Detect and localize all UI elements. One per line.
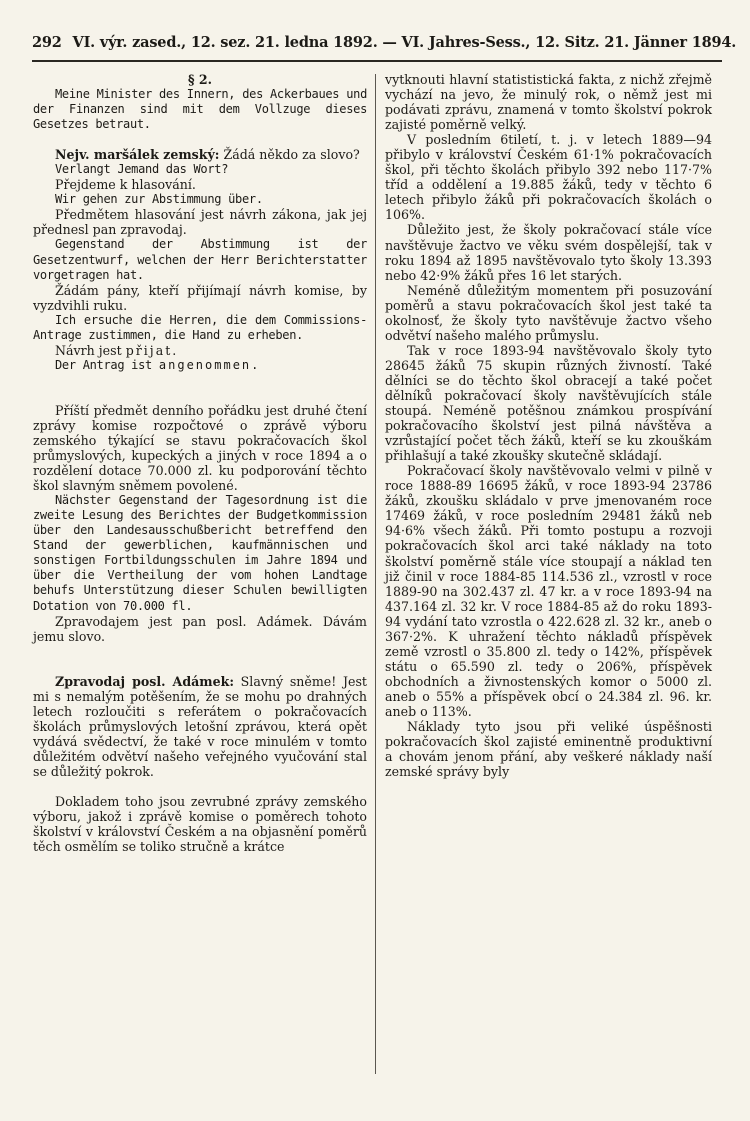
left-column: [33, 72, 367, 854]
paragraph-de: Meine Minister des Innern, des Ackerbaues und der Finanzen sind mit dem Vollzuge dieses Gesetzes betraut.: [33, 87, 367, 132]
section-heading: § 2.: [187, 72, 213, 87]
result-cz: [33, 343, 367, 358]
page-header: [32, 34, 737, 51]
paragraph-de: Nächster Gegenstand der Tagesordnung ist die zweite Lesung des Berichtes der Budgetkommission über den Landesausschußbericht betreffend den Stand der gewerblichen, kaufmännischen und sonstigen Fortbildungsschulen im Jahre 1894 und über die Vertheilung der vom hohen Landtage behufs Unterstützung dieser Schulen bewilligten Dotation von 70.000 fl.: [33, 493, 367, 613]
paragraph-cz: Přejdeme k hlasování.: [55, 177, 196, 193]
speech-text: Slavný sněme! Jest mi s nemalým potěšením, že se mohu po drahných letech rozloučiti s referátem o pokračovacích školách průmyslových letošní zprávou, která opět vydává svědectví, že také v roce minulém v tomto důležitém odvětví našeho veřejného vyučování stal se důležitý pokrok.: [33, 673, 367, 779]
speaker-name: Zpravodaj posl. Adámek:: [55, 673, 235, 689]
paragraph-cz: Předmětem hlasování jest návrh zákona, jak jej přednesl pan zpravodaj.: [33, 207, 367, 238]
paragraph-cz: Náklady tyto jsou při veliké úspěšnosti pokračovacích škol zajisté eminentně produktivní a chovám jenom přání, aby veškeré náklady naší zemské správy byly: [385, 719, 712, 780]
result-label: Der Antrag ist: [55, 357, 152, 372]
paragraph-cz: V posledním 6tiletí, t. j. v letech 1889—94 přibylo v království Českém 61·1% pokračovacích škol, při těchto školách přibylo 392 nebo 117·7% tříd a oddělení a 19.885 žáků, tedy v těchto 6 letech přibylo žáků při pokračovacích školách o 106%.: [385, 132, 712, 223]
paragraph-cz: vytknouti hlavní statististická fakta, z nichž zřejmě vychází na jevo, že minulý rok, o němž jest mi podávati zprávu, znamená v tomto školství pokrok zajisté poměrně velký.: [385, 72, 712, 133]
paragraph-cz: Důležito jest, že školy pokračovací stále více navštěvuje žactvo ve věku svém dospělejší, tak v roku 1894 až 1895 navštěvovalo tyto školy 13.393 nebo 42·9% žáků přes 16 let starých.: [385, 222, 712, 283]
paragraph-de: Ich ersuche die Herren, die dem Commissions-Antrage zustimmen, die Hand zu erheben.: [33, 312, 367, 342]
paragraph-cz: Pokračovací školy navštěvovalo velmi v pilně v roce 1888-89 16695 žáků, v roce 1893-94 23786 žáků, zkoušku skládalo v prve jmenovaném roce 17469 žáků, v roce posledním 29481 žáků neb 94·6% všech žáků. Při tomto postupu a rozvoji pokračovacích škol arci také náklady na toto školství poměrně stále více stoupají a náklad ten již činil v roce 1884-85 114.536 zl., vzrostl v roce 1889-90 na 302.437 zl. 47 kr. a v roce 1893-94 na 437.164 zl. 32 kr. V roce 1884-85 až do roku 1893-94 vydání tato vzrostla o 422.628 zl. 32 kr., aneb o 367·2%. K uhražení těchto nákladů příspěvek země vzrostl o 35.800 zl. tedy o 142%, příspěvek státu o 65.590 zl. tedy o 206%, příspěvek obchodních a živnostenských komor o 5000 zl. aneb o 55% a příspěvek obcí o 24.384 zl. 96. kr. aneb o 113%.: [385, 463, 712, 719]
result-value: angenommen.: [158, 357, 261, 372]
speech-text: Žádá někdo za slovo?: [223, 147, 360, 163]
paragraph-de: Gegenstand der Abstimmung ist der Gesetzentwurf, welchen der Herr Berichterstatter vorgetragen hat.: [33, 237, 367, 282]
right-column: [385, 72, 712, 779]
header-rule: [32, 60, 722, 62]
paragraph-de: Verlangt Jemand das Wort?: [55, 162, 229, 177]
running-head: VI. výr. zased., 12. sez. 21. ledna 1892. — VI. Jahres-Sess., 12. Sitz. 21. Jänner 1894.: [72, 34, 737, 51]
speaker-name: Nejv. maršálek zemský:: [55, 147, 220, 163]
paragraph-cz: Tak v roce 1893-94 navštěvovalo školy tyto 28645 žáků 75 skupin různých živností. Také dělníci se do těchto škol obracejí a také počet dělníků pokračovací školy navštěvujících stále stoupá. Neméně potěšnou známkou prospívání pokračovacího školství jest pilná návštěva a vzrůstající počet těch žáků, kteří se ku zkouškám přihlašují a také zkoušky skutečně skládají.: [385, 342, 712, 464]
result-value: přijat.: [125, 342, 179, 358]
paragraph-cz: Žádám pány, kteří přijímají návrh komise, by vyzdvihli ruku.: [33, 282, 367, 313]
paragraph-cz: Neméně důležitým momentem při posuzování poměrů a stavu pokračovacích škol jest také ta okolnosť, že školy tyto navštěvuje žactvo všeho odvětví našeho malého průmyslu.: [385, 282, 712, 343]
paragraph-cz: [33, 147, 367, 162]
paragraph-cz: [33, 674, 367, 779]
paragraph-cz: Dokladem toho jsou zevrubné zprávy zemského výboru, jakož i zprávě komise o poměrech tohoto školství v království Českém a na objasnění poměrů těch osmělím se toliko stručně a krátce: [33, 793, 367, 855]
page-number: 292: [32, 34, 62, 51]
result-label: Návrh jest: [55, 342, 122, 358]
column-divider: [375, 74, 376, 1074]
result-de: [33, 358, 367, 373]
paragraph-cz: Zpravodajem jest pan posl. Adámek. Dávám jemu slovo.: [33, 613, 367, 644]
paragraph-cz: Příští předmět denního pořádku jest druhé čtení zprávy komise rozpočtové o zprávě výboru zemského týkající se stavu pokračovacích škol průmyslových, kupeckých a jiných v roce 1894 a o rozdělení dotace 70.000 zl. ku podporování těchto škol slavným sněmem povolené.: [33, 402, 367, 494]
paragraph-de: Wir gehen zur Abstimmung über.: [55, 192, 263, 207]
